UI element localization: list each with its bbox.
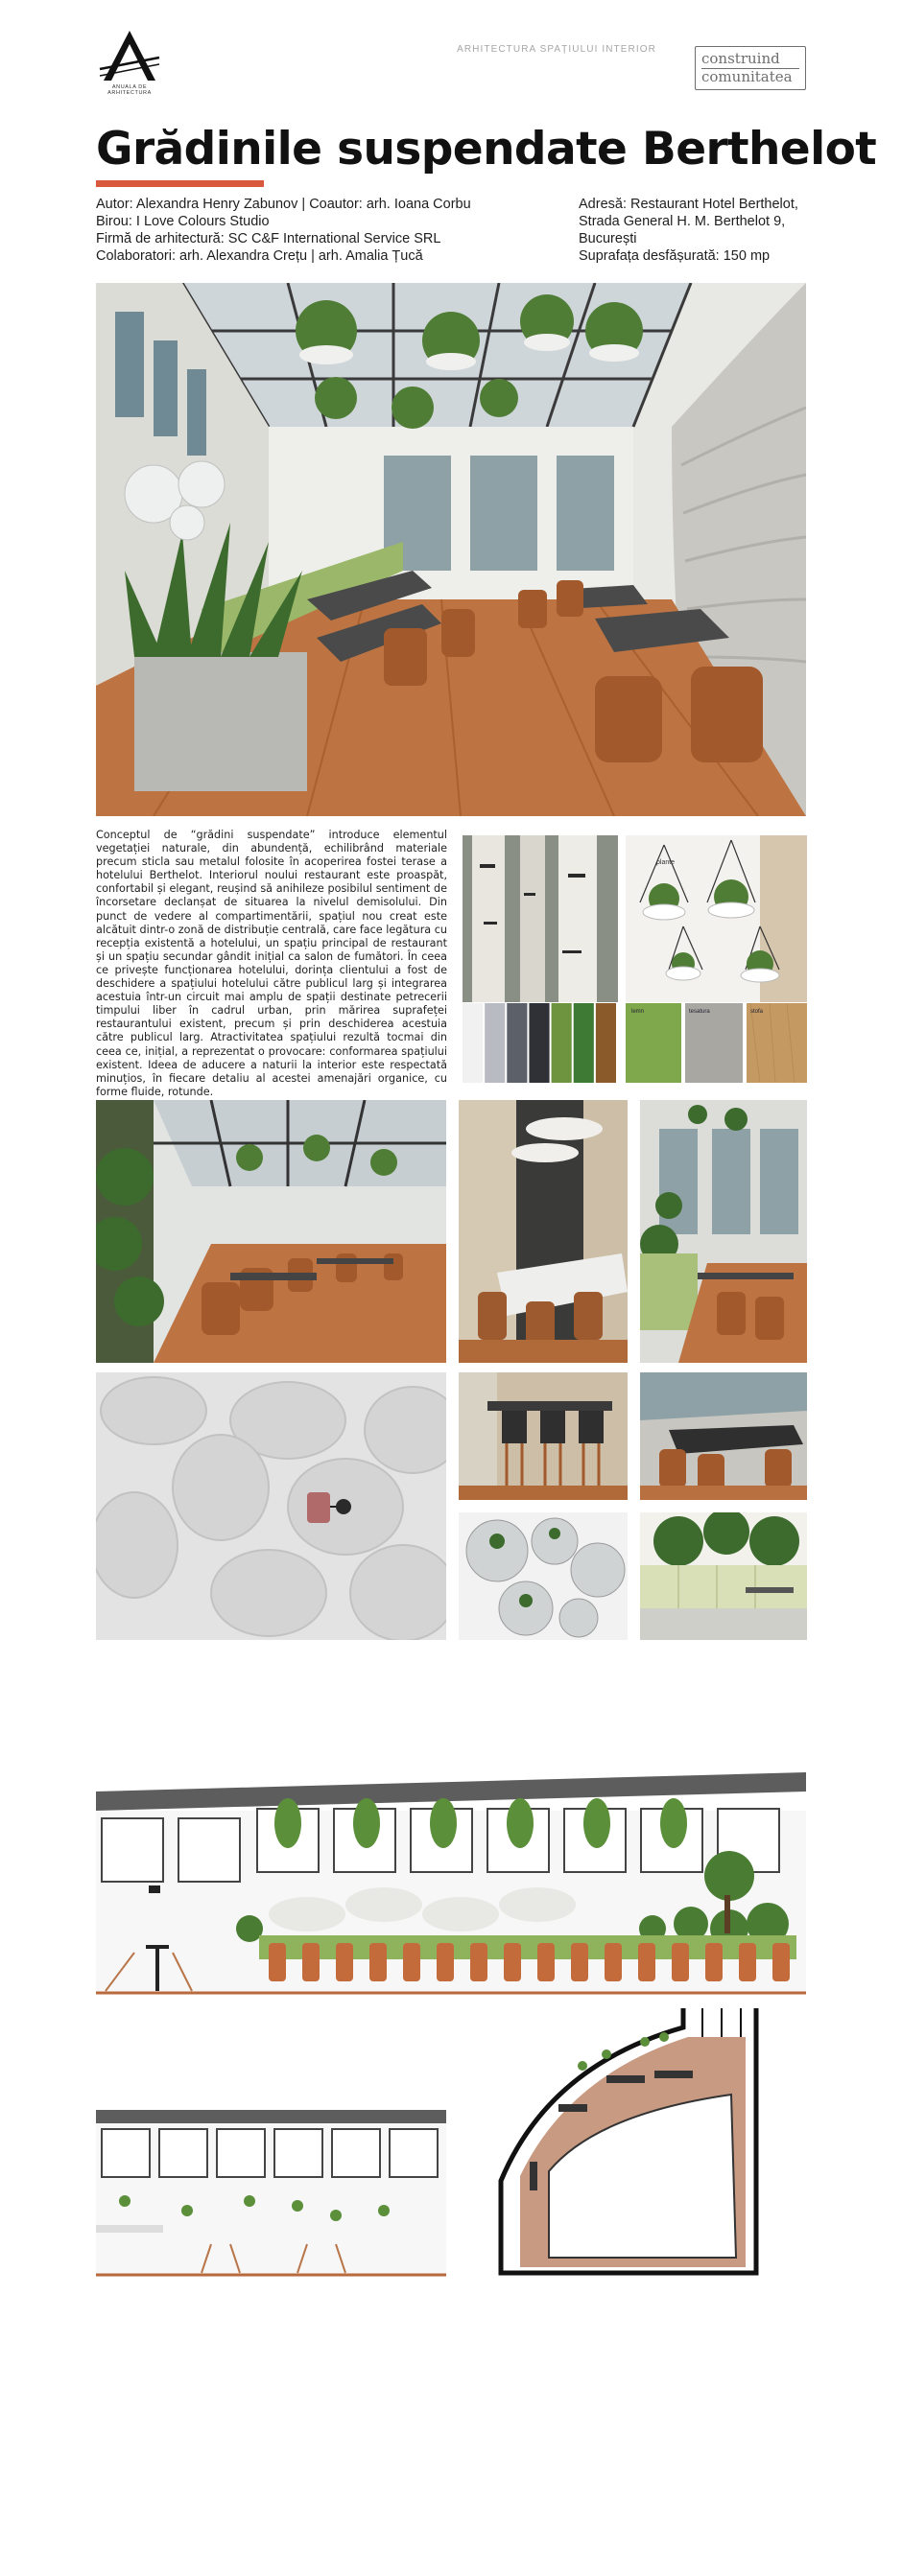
moodboard-label-plante: plante xyxy=(656,859,676,866)
color-swatch xyxy=(507,1003,527,1083)
architecture-logo-icon xyxy=(96,29,163,82)
project-credits xyxy=(96,196,547,265)
project-description: Conceptul de “grădini suspendate” introduce elementul vegetației naturale, din abundență, echilibrând materiale precum sticla sau metalul folosite în acoperirea fostei terase a hotelului Berthelot. Interiorul noului restaurant este proaspăt, confortabil și elegant, reușind să anihileze posibilul sentiment de încorsetare declanșat de situarea la nivelul demisolului. Din punct de vedere al compartimentării, spațiul nou creat este alcătuit dintr-o zonă de distribuție centrală, care face legătura cu recepția existentă a hotelului, un spațiu principal de restaurant și un spațiu secundar gândit inițial ca salon de fumători. În ceea ce privește funcționarea hotelului, dorința clientului a fost de deschidere a spațiului hotelului către publicul larg și integrarea acestuia într-un circuit mai amplu de spații destinate petrecerii timpului liber în cadrul urban, prin mărirea suprafeței restaurantului existent, precum și prin deschiderea acestuia către publicul larg. Atractivitatea spațiului rezultă tocmai din ceea ce, inițial, a reprezentat o provocare: conformarea spațiului existent. Ideea de aducere a naturii la interior este respectată minuțios, în fiecare detaliu al acestei amenajări organice, cu forme fluide, rotunde. xyxy=(96,829,447,1098)
color-swatch xyxy=(485,1003,505,1083)
credit-firm: Firmă de arhitectură: SC C&F International Service SRL xyxy=(96,231,441,246)
credit-author: Autor: Alexandra Henry Zabunov | Coautor: arh. Ioana Corbu xyxy=(96,197,471,212)
moodboard-color-swatches xyxy=(463,1003,618,1083)
color-swatch xyxy=(574,1003,594,1083)
project-location xyxy=(579,196,819,265)
moodboard-label-lemn: lemn xyxy=(631,1009,645,1015)
moodboard-label-stofa: stofa xyxy=(750,1009,764,1015)
address-line-2: Strada General H. M. Berthelot 9, xyxy=(579,214,786,229)
partner-logo-line-1: construind xyxy=(701,50,780,67)
logo-caption: ANUALA DE ARHITECTURA xyxy=(107,84,152,96)
moodboard-material-samples xyxy=(626,1003,807,1083)
gallery-photo-banquette-windows xyxy=(640,1100,807,1363)
gallery-photo-curtains-table xyxy=(459,1100,628,1363)
color-swatch xyxy=(463,1003,483,1083)
gallery-photo-bar-stools xyxy=(459,1372,628,1500)
hero-photo-restaurant-interior xyxy=(96,283,806,816)
color-swatch xyxy=(529,1003,549,1083)
credit-collaborators: Colaboratori: arh. Alexandra Crețu | arh. Amalia Țucă xyxy=(96,248,423,264)
annual-logo xyxy=(96,29,163,94)
elevation-drawing-main xyxy=(96,1770,806,2001)
color-swatch xyxy=(552,1003,572,1083)
gallery-photo-green-banquette xyxy=(640,1512,807,1640)
section-label: ARHITECTURA SPAȚIULUI INTERIOR xyxy=(457,44,656,55)
gallery-photo-mirrors-collage xyxy=(459,1512,628,1640)
elevation-drawing-secondary xyxy=(96,2110,446,2281)
color-swatch xyxy=(596,1003,616,1083)
floor-plan-drawing xyxy=(491,2008,806,2277)
gallery-photo-dining-glass-roof xyxy=(96,1100,446,1363)
moodboard-label-tesatura: tesatura xyxy=(689,1009,710,1015)
gallery-photo-dark-table xyxy=(640,1372,807,1500)
title-accent-bar xyxy=(96,180,264,187)
surface-area: Suprafața desfășurată: 150 mp xyxy=(579,248,771,264)
partner-logo xyxy=(695,46,806,90)
partner-logo-line-2: comunitatea xyxy=(701,68,799,85)
gallery-photo-wall-panels-lamp xyxy=(96,1372,446,1640)
address-line-3: București xyxy=(579,231,637,246)
moodboard-birch-photo xyxy=(463,835,618,1002)
project-title: Grădinile suspendate Berthelot xyxy=(96,123,877,176)
credit-office: Birou: I Love Colours Studio xyxy=(96,214,270,229)
address-line-1: Adresă: Restaurant Hotel Berthelot, xyxy=(579,197,798,212)
moodboard-planters-photo xyxy=(626,835,807,1002)
